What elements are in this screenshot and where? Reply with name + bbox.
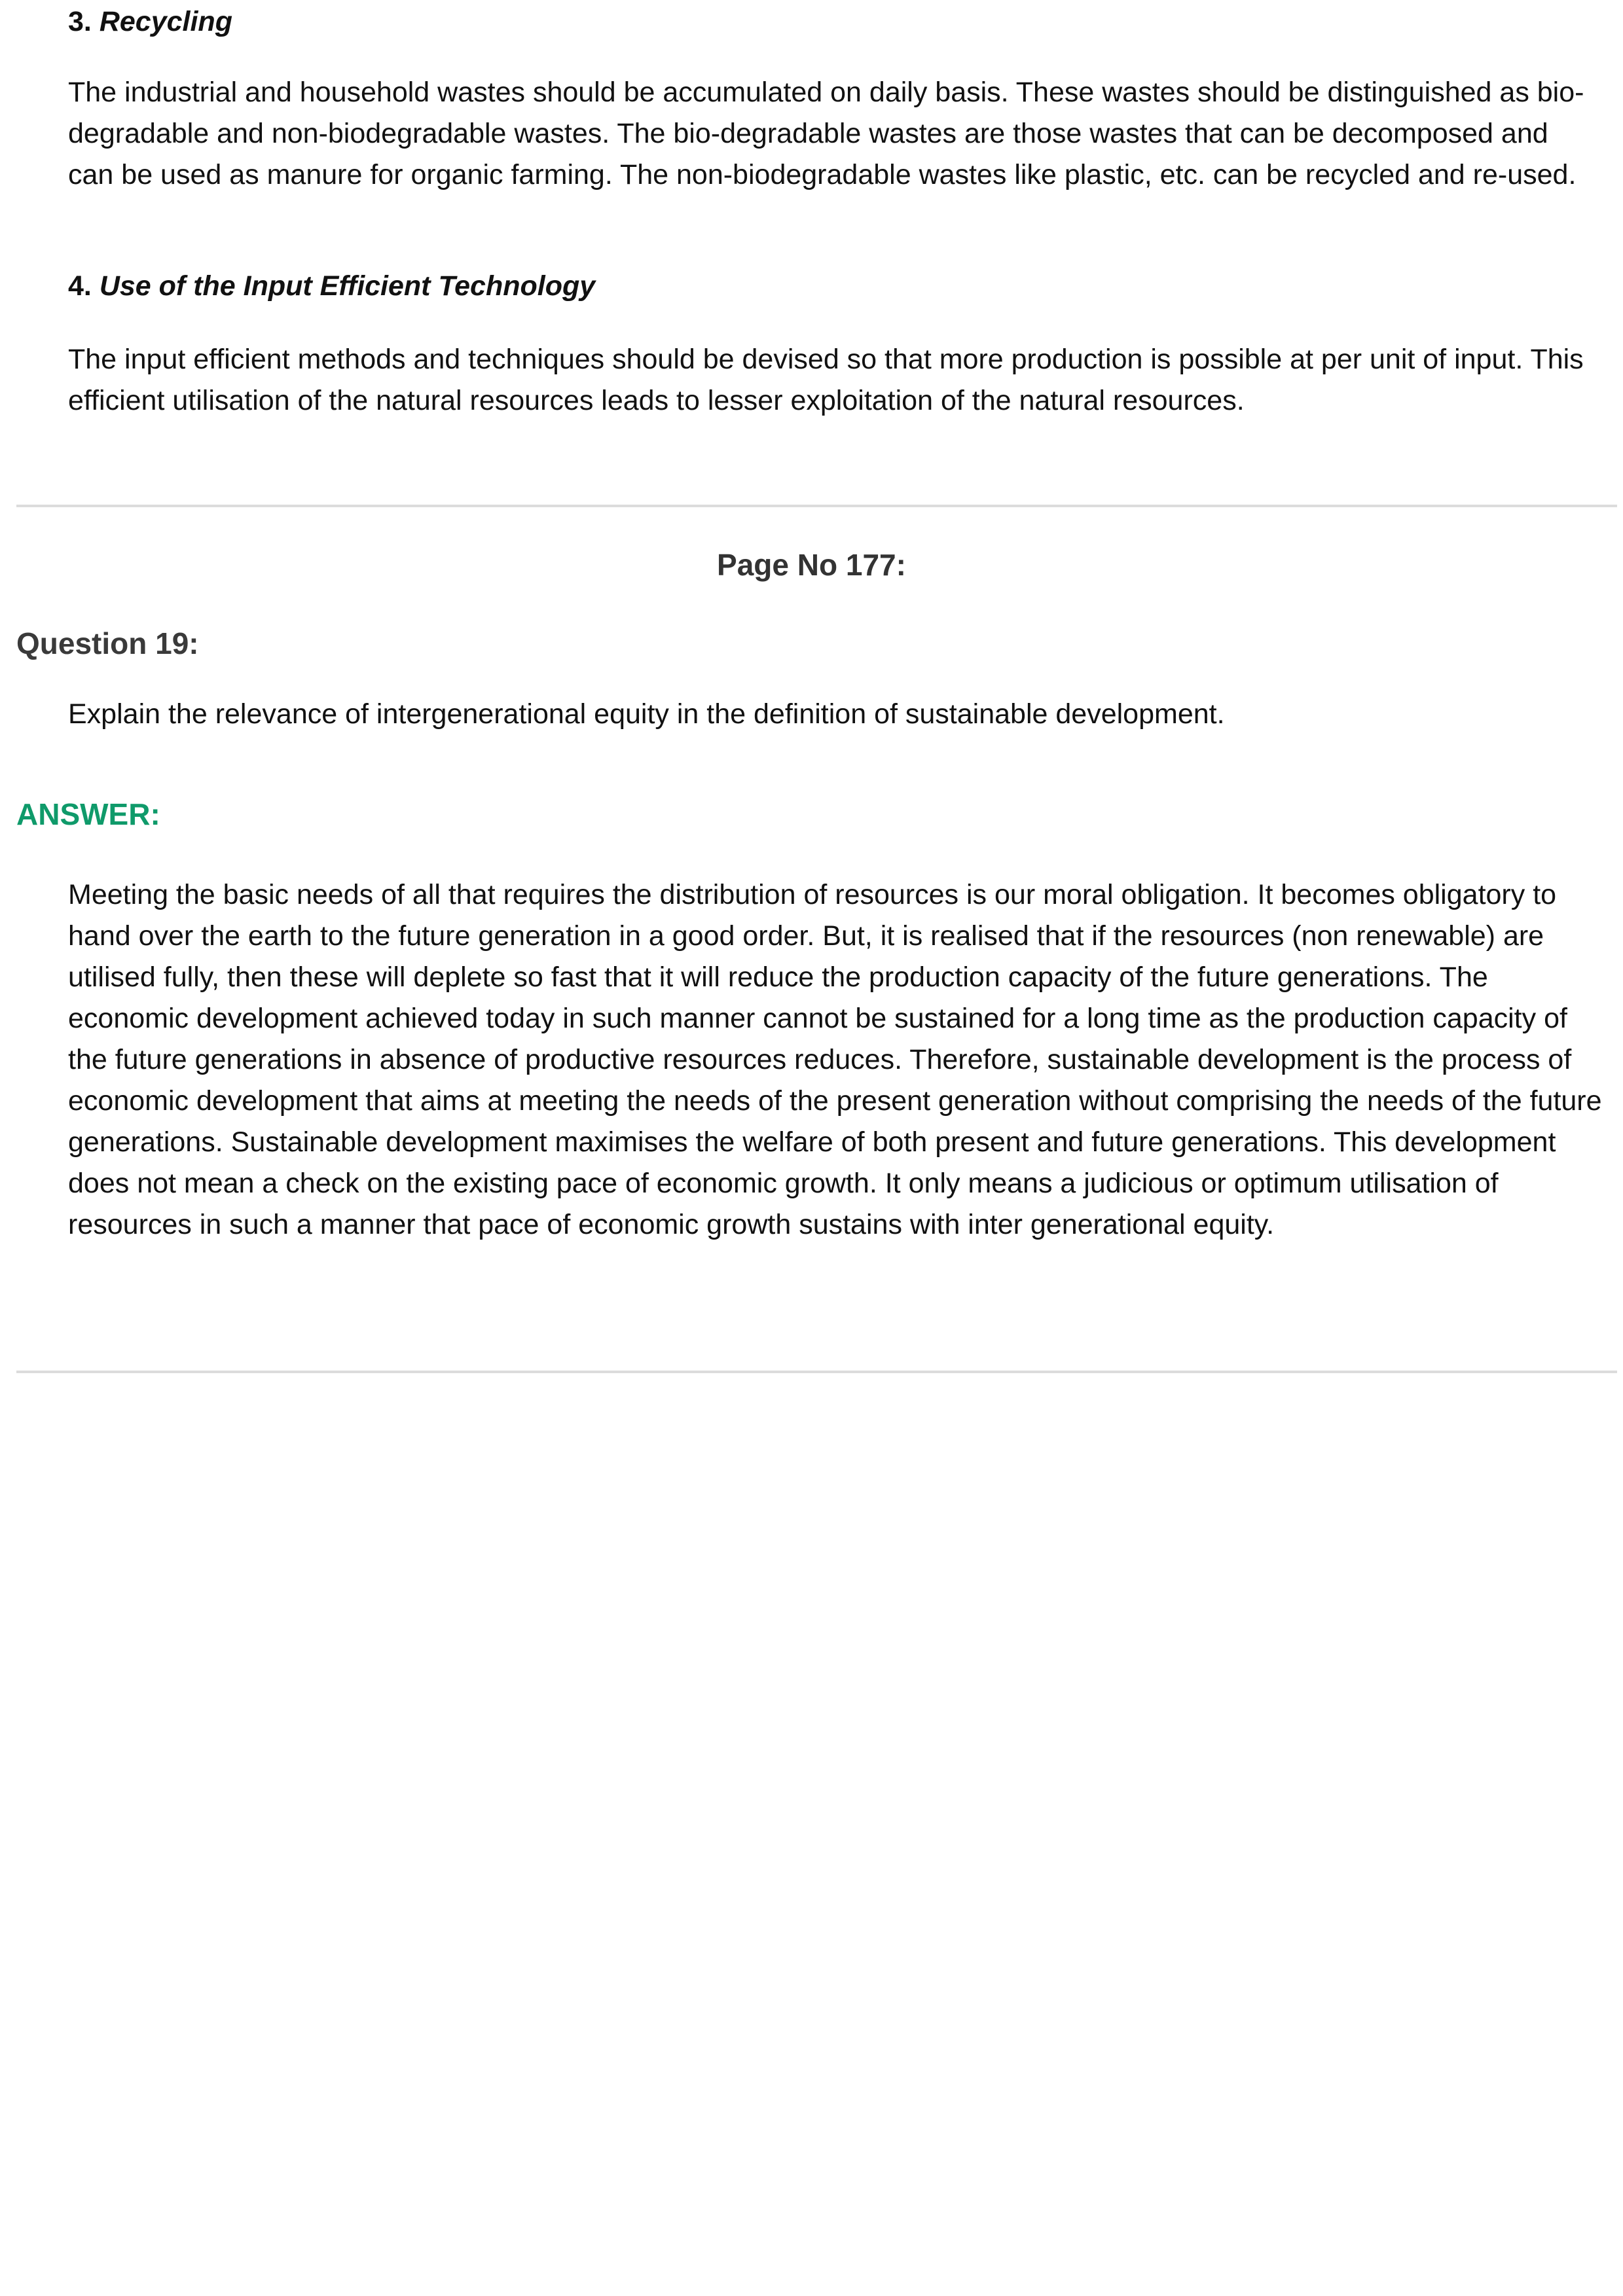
section-number: 3. — [68, 6, 92, 37]
question-heading: Question 19: — [16, 626, 199, 660]
section-title: Use of the Input Efficient Technology — [99, 270, 596, 302]
section-title: Recycling — [99, 6, 232, 37]
answer-text: Meeting the basic needs of all that requires the distribution of resources is our moral obligation. It becomes obligatory to hand over the earth to the future generation in a good order. But, it is realised that if the resources (non renewable) are utilised fully, then these will deplete so fast that it will reduce the production capacity of the future generations. The economic development achieved today in such manner cannot be sustained for a long time as the production capacity of the future generations in absence of productive resources reduces. Therefore, sustainable development is the process of economic development that aims at meeting the needs of the present generation without comprising the needs of the future generations. Sustainable development maximises the welfare of both present and future generations. This development does not mean a check on the existing pace of economic growth. It only means a judicious or optimum utilisation of resources in such a manner that pace of economic growth sustains with inter generational equity. — [68, 879, 1602, 1240]
question-text: Explain the relevance of intergenerational equity in the definition of sustainable development. — [68, 698, 1225, 730]
section-divider-bottom — [16, 1371, 1617, 1373]
input-efficient-paragraph: The input efficient methods and techniques should be devised so that more production is possible at per unit of input. This efficient utilisation of the natural resources leads to lesser exploitation of the natural resources. — [68, 344, 1584, 416]
section-number: 4. — [68, 270, 92, 302]
section-divider — [16, 505, 1617, 507]
recycling-paragraph: The industrial and household wastes should be accumulated on daily basis. These wastes should be distinguished as bio-degradable and non-biodegradable wastes. The bio-degradable wastes are those wastes that can be decomposed and can be used as manure for organic farming. The non-biodegradable wastes like plastic, etc. can be recycled and re-used. — [68, 77, 1584, 190]
answer-heading: ANSWER: — [16, 797, 160, 831]
section-heading-recycling — [68, 5, 232, 38]
page-number-marker: Page No 177: — [717, 548, 906, 582]
section-heading-input-efficient — [68, 270, 595, 302]
